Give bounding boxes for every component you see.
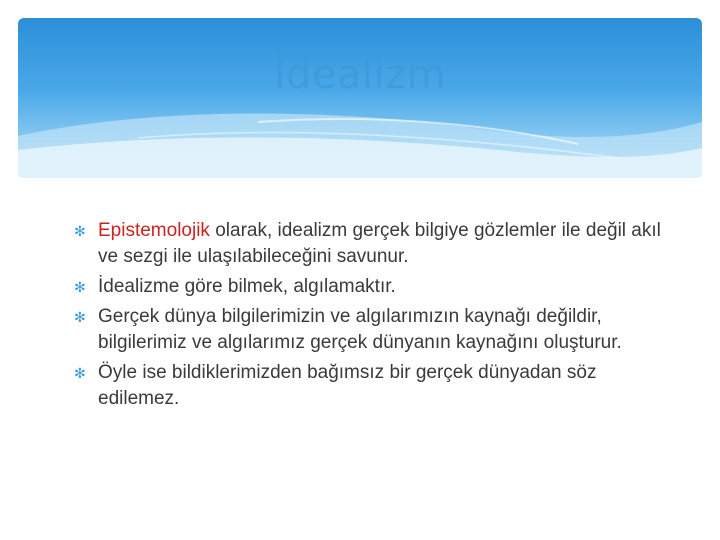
title-banner xyxy=(18,18,702,178)
list-item xyxy=(70,360,670,412)
asterisk-bullet-icon: ✻ xyxy=(74,309,86,325)
list-item-text: Gerçek dünya bilgilerimizin ve algılarımızın kaynağı değildir, bilgilerimiz ve algılarımız gerçek dünyanın kaynağını oluşturur. xyxy=(98,306,622,353)
list-item xyxy=(70,274,670,300)
highlighted-term: Epistemolojik xyxy=(98,220,210,241)
list-item-text: İdealizme göre bilmek, algılamaktır. xyxy=(98,276,396,297)
list-item-text: Öyle ise bildiklerimizden bağımsız bir gerçek dünyadan söz edilemez. xyxy=(98,362,597,409)
list-item xyxy=(70,218,670,270)
list-item-text: olarak, idealizm gerçek bilgiye gözlemler ile değil akıl ve sezgi ile ulaşılabileceğini savunur. xyxy=(98,220,661,267)
asterisk-bullet-icon: ✻ xyxy=(74,223,86,239)
bullet-list xyxy=(70,218,670,416)
banner-wave-decoration xyxy=(18,18,702,178)
asterisk-bullet-icon: ✻ xyxy=(74,365,86,381)
list-item xyxy=(70,304,670,356)
asterisk-bullet-icon: ✻ xyxy=(74,279,86,295)
slide-title: İdealizm xyxy=(273,52,447,98)
